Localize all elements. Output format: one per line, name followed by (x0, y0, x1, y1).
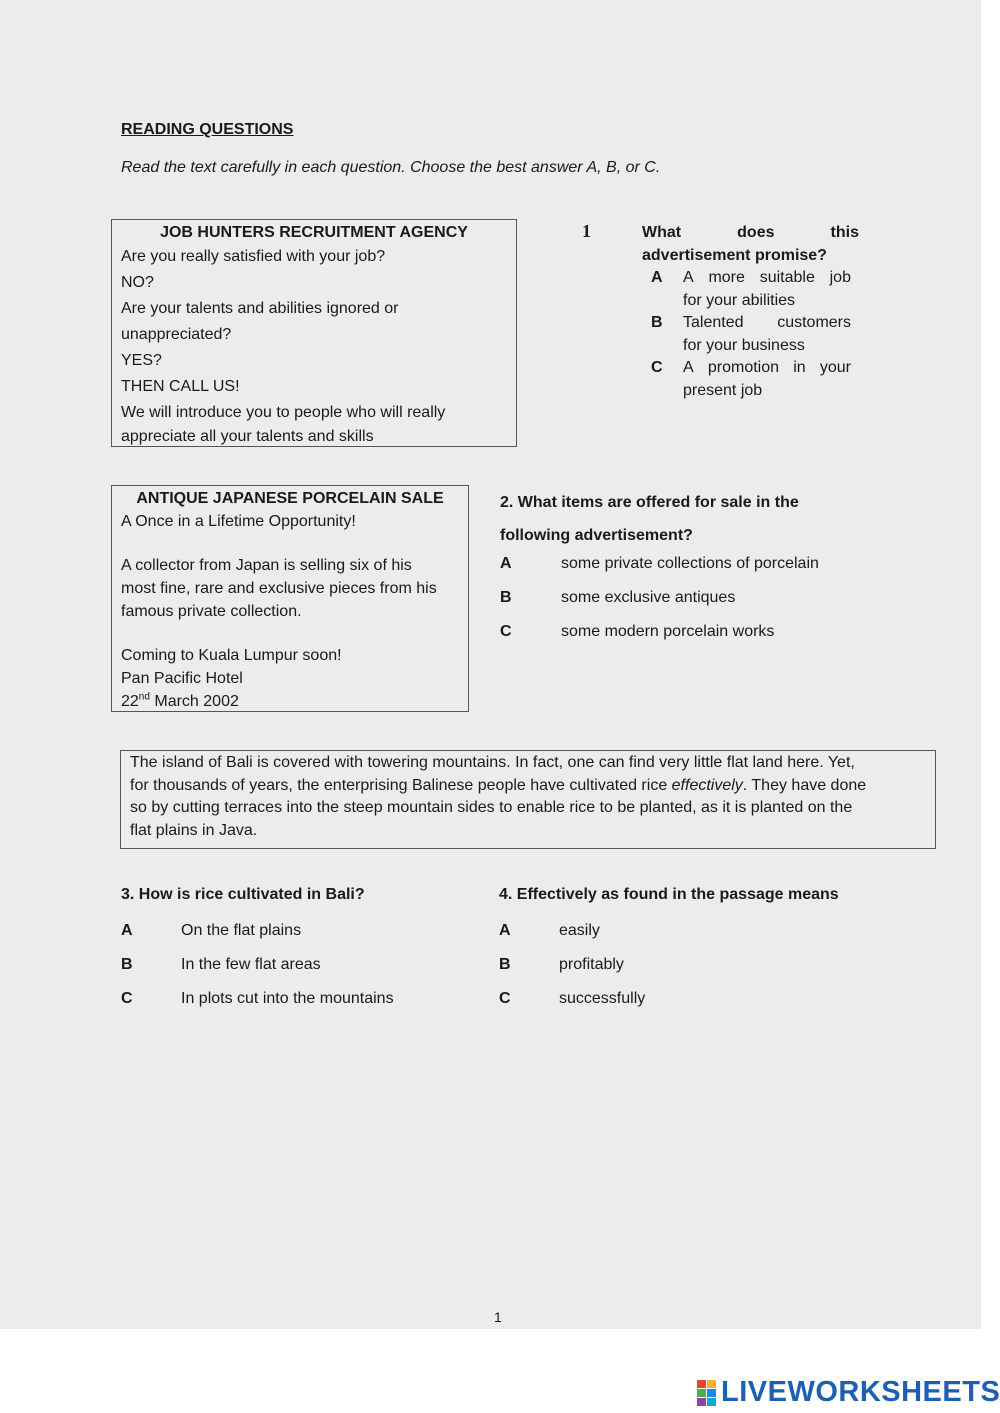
date-suffix: nd (138, 691, 150, 703)
option-word: customers (777, 314, 851, 331)
brand-name: LIVEWORKSHEETS (721, 1376, 1000, 1408)
option-word: promotion (707, 359, 780, 376)
porcelain-ad-footer-line: Coming to Kuala Lumpur soon! (121, 647, 342, 664)
passage-text: . They have done (742, 776, 867, 794)
liveworksheets-brand[interactable] (697, 1376, 1000, 1409)
option-word: job (829, 269, 851, 286)
option-text-line2: for your abilities (683, 292, 796, 309)
option-letter: B (651, 314, 663, 331)
question-2-stem-line2: following advertisement? (500, 527, 693, 544)
option-letter: C (651, 359, 663, 376)
question-3-stem: 3. How is rice cultivated in Bali? (121, 886, 365, 903)
instructions: Read the text carefully in each question. Choose the best answer A, B, or C. (121, 159, 661, 176)
job-ad-line: Are you really satisfied with your job? (121, 248, 386, 265)
job-ad-title: JOB HUNTERS RECRUITMENT AGENCY (160, 224, 468, 241)
question-4-stem: 4. Effectively as found in the passage means (499, 886, 839, 903)
question-2-stem-text: . What items are offered for sale in the (508, 494, 799, 511)
question-2-option-c[interactable] (500, 621, 860, 643)
question-4-option-a[interactable] (499, 920, 799, 942)
option-word: your (819, 359, 851, 376)
porcelain-ad-body-line: famous private collection. (121, 603, 302, 620)
option-letter: B (121, 956, 133, 973)
job-ad-line: appreciate all your talents and skills (121, 428, 374, 445)
question-1-option-b[interactable] (651, 311, 851, 357)
question-1-number: 1 (582, 221, 591, 241)
question-1-stem-word: What (642, 224, 682, 241)
question-3-option-c[interactable] (121, 988, 461, 1010)
passage-line: flat plains in Java. (130, 821, 258, 839)
porcelain-ad-box (111, 485, 469, 712)
job-ad-line: Are your talents and abilities ignored or (121, 300, 399, 317)
option-word: more (708, 269, 745, 286)
question-1-stem (642, 221, 859, 267)
question-3-option-a[interactable] (121, 920, 461, 942)
option-text: some modern porcelain works (561, 623, 775, 640)
question-1-stem-line2: advertisement promise? (642, 247, 827, 264)
porcelain-ad-body-line: A collector from Japan is selling six of his (121, 557, 412, 574)
porcelain-ad-body-line: most fine, rare and exclusive pieces from his (121, 580, 437, 597)
option-word: Talented (683, 314, 744, 331)
passage-line: so by cutting terraces into the steep mountain sides to enable rice to be planted, as it is planted on the (130, 799, 853, 816)
liveworksheets-logo-icon (697, 1380, 717, 1406)
passage-line (130, 775, 926, 798)
option-letter: A (651, 269, 663, 286)
option-letter: C (500, 623, 512, 640)
question-2-option-a[interactable] (500, 553, 860, 575)
question-4-option-c[interactable] (499, 988, 799, 1010)
page-number: 1 (494, 1309, 502, 1325)
option-text: successfully (559, 990, 646, 1007)
option-word: A (683, 359, 694, 376)
option-text: In the few flat areas (181, 956, 321, 973)
option-text: easily (559, 922, 600, 939)
option-text: some private collections of porcelain (561, 555, 819, 572)
question-3-option-b[interactable] (121, 954, 461, 976)
job-ad-line: YES? (121, 352, 162, 369)
question-2-option-b[interactable] (500, 587, 860, 609)
question-4-option-b[interactable] (499, 954, 799, 976)
option-text: some exclusive antiques (561, 589, 736, 606)
option-letter: B (499, 956, 511, 973)
option-text: On the flat plains (181, 922, 302, 939)
job-ad-line: unappreciated? (121, 326, 232, 343)
page-heading: READING QUESTIONS (121, 121, 294, 138)
option-letter: B (500, 589, 512, 606)
question-1-option-a[interactable] (651, 266, 851, 312)
option-text: profitably (559, 956, 624, 973)
option-word: A (683, 269, 694, 286)
porcelain-ad-tagline: A Once in a Lifetime Opportunity! (121, 513, 356, 530)
porcelain-ad-title: ANTIQUE JAPANESE PORCELAIN SALE (136, 490, 444, 507)
option-word: suitable (759, 269, 815, 286)
job-ad-line: THEN CALL US! (121, 378, 240, 395)
question-1-stem-word: this (830, 224, 859, 241)
porcelain-ad-date (121, 690, 459, 713)
option-letter: C (121, 990, 133, 1007)
date-rest: March 2002 (149, 693, 239, 710)
passage-italic-word: effectively (671, 776, 743, 794)
option-letter: A (499, 922, 511, 939)
question-2-stem (500, 486, 840, 552)
option-letter: C (499, 990, 511, 1007)
option-text-line2: present job (683, 382, 763, 399)
job-ad-line: We will introduce you to people who will really (121, 404, 446, 421)
question-1-option-c[interactable] (651, 356, 851, 402)
option-letter: A (121, 922, 133, 939)
option-text-line2: for your business (683, 337, 805, 354)
job-ad-box (111, 219, 517, 447)
passage-text: for thousands of years, the enterprising Balinese people have cultivated rice (130, 776, 672, 794)
passage-line: The island of Bali is covered with towering mountains. In fact, one can find very little flat land here. Yet, (130, 754, 855, 771)
question-2-number: 2 (500, 494, 509, 511)
bali-passage-box (120, 750, 936, 849)
job-ad-line: NO? (121, 274, 154, 291)
option-text: In plots cut into the mountains (181, 990, 394, 1007)
option-word: in (793, 359, 806, 376)
option-letter: A (500, 555, 512, 572)
porcelain-ad-footer-line: Pan Pacific Hotel (121, 670, 243, 687)
date-day: 22 (121, 693, 139, 710)
question-1-stem-word: does (737, 224, 775, 241)
